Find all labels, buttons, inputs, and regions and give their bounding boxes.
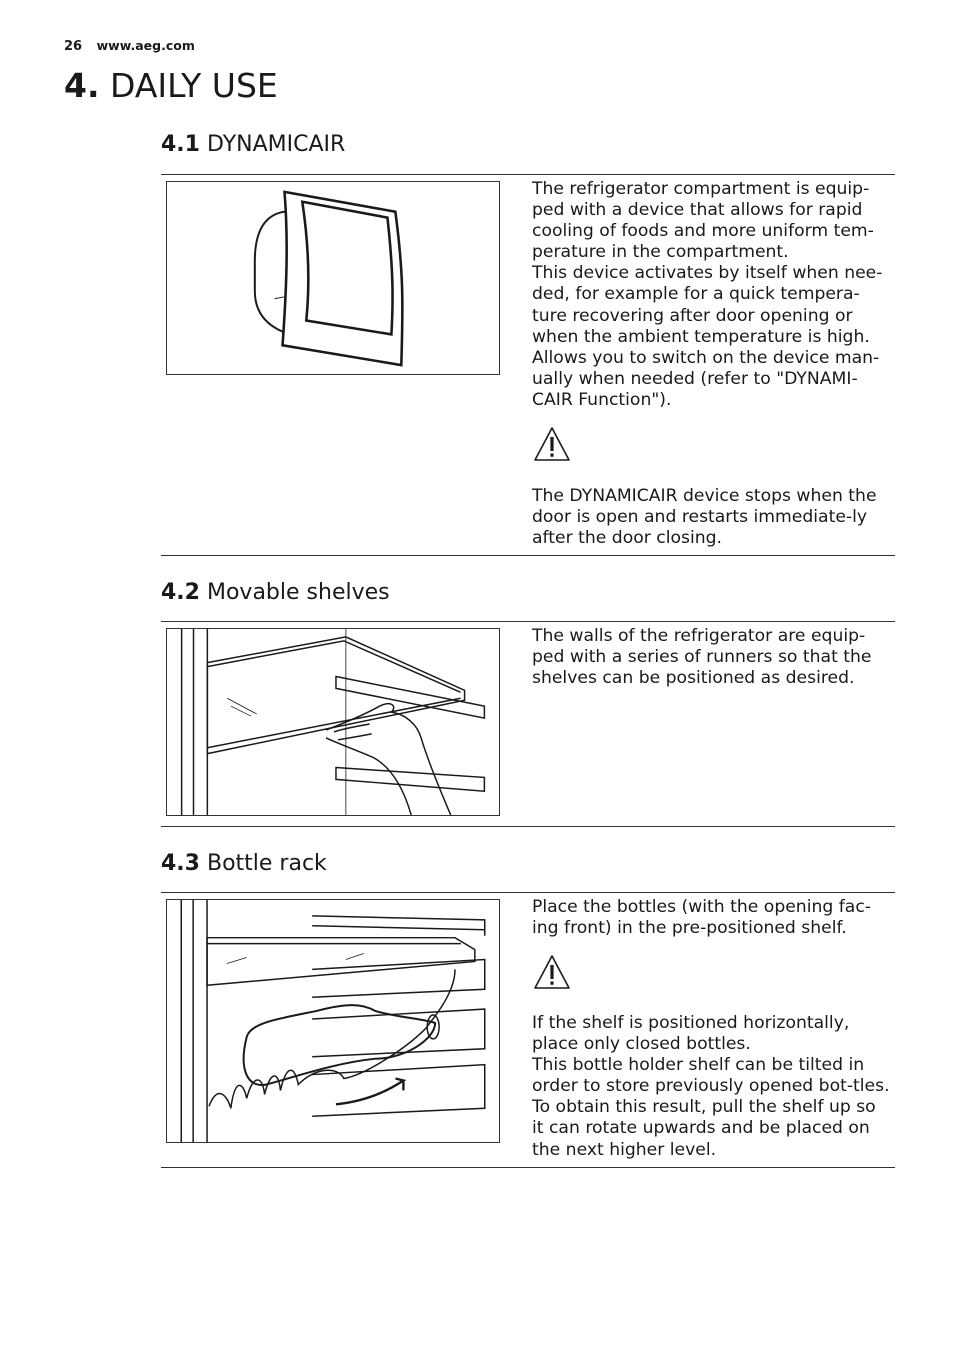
paragraph: This device activates by itself when nee-ded, for example for a quick tempera-ture recovering after door opening or when the ambient temperature is high. (532, 263, 883, 347)
paragraph: Place the bottles (with the opening fac-ing front) in the pre-positioned shelf. (532, 897, 871, 939)
section-bottom-rule (161, 826, 895, 827)
section-top-rule (161, 621, 895, 622)
warning-triangle-icon (532, 953, 572, 991)
movable-shelves-description (532, 626, 892, 689)
movable-shelves-illustration (166, 628, 500, 816)
dynamicair-device-illustration (166, 181, 500, 375)
warning-triangle-icon (532, 425, 572, 463)
section-number: 4.3 (161, 851, 200, 876)
chapter-title-text: DAILY USE (110, 66, 278, 105)
section-bottom-rule (161, 555, 895, 556)
section-top-rule (161, 892, 895, 893)
section-title: DYNAMICAIR (206, 132, 346, 157)
paragraph: The walls of the refrigerator are equip-ped with a series of runners so that the shelves can be positioned as desired. (532, 626, 872, 689)
section-bottom-rule (161, 1167, 895, 1168)
paragraph: Allows you to switch on the device man-ually when needed (refer to "DYNAMI-CAIR Function"). (532, 347, 880, 410)
page-number: 26 (64, 39, 83, 54)
section-number: 4.1 (161, 132, 200, 157)
bottle-rack-description (532, 897, 892, 939)
paragraph: This bottle holder shelf can be tilted in order to store previously opened bot-tles. To obtain this result, pull the shelf up so it can rotate upwards and be placed on the next higher level. (532, 1055, 890, 1160)
dynamicair-warning-text (532, 486, 892, 549)
page-header (64, 38, 195, 54)
section-number: 4.2 (161, 580, 200, 605)
chapter-number: 4. (64, 66, 100, 105)
section-heading-dynamicair (161, 130, 345, 160)
website-url: www.aeg.com (96, 38, 195, 53)
section-title: Bottle rack (206, 851, 327, 876)
section-heading-bottle-rack (161, 849, 327, 879)
section-top-rule (161, 174, 895, 175)
paragraph: The DYNAMICAIR device stops when the door is open and restarts immediate-ly after the door closing. (532, 486, 877, 549)
bottle-rack-illustration (166, 899, 500, 1143)
bottle-rack-warning-text (532, 1013, 892, 1161)
section-title: Movable shelves (206, 580, 390, 605)
chapter-title (64, 64, 278, 108)
paragraph: If the shelf is positioned horizontally, place only closed bottles. (532, 1013, 850, 1055)
dynamicair-description (532, 179, 892, 411)
paragraph: The refrigerator compartment is equip-ped with a device that allows for rapid cooling of foods and more uniform tem-perature in the compartment. (532, 179, 874, 263)
section-heading-movable-shelves (161, 578, 390, 608)
